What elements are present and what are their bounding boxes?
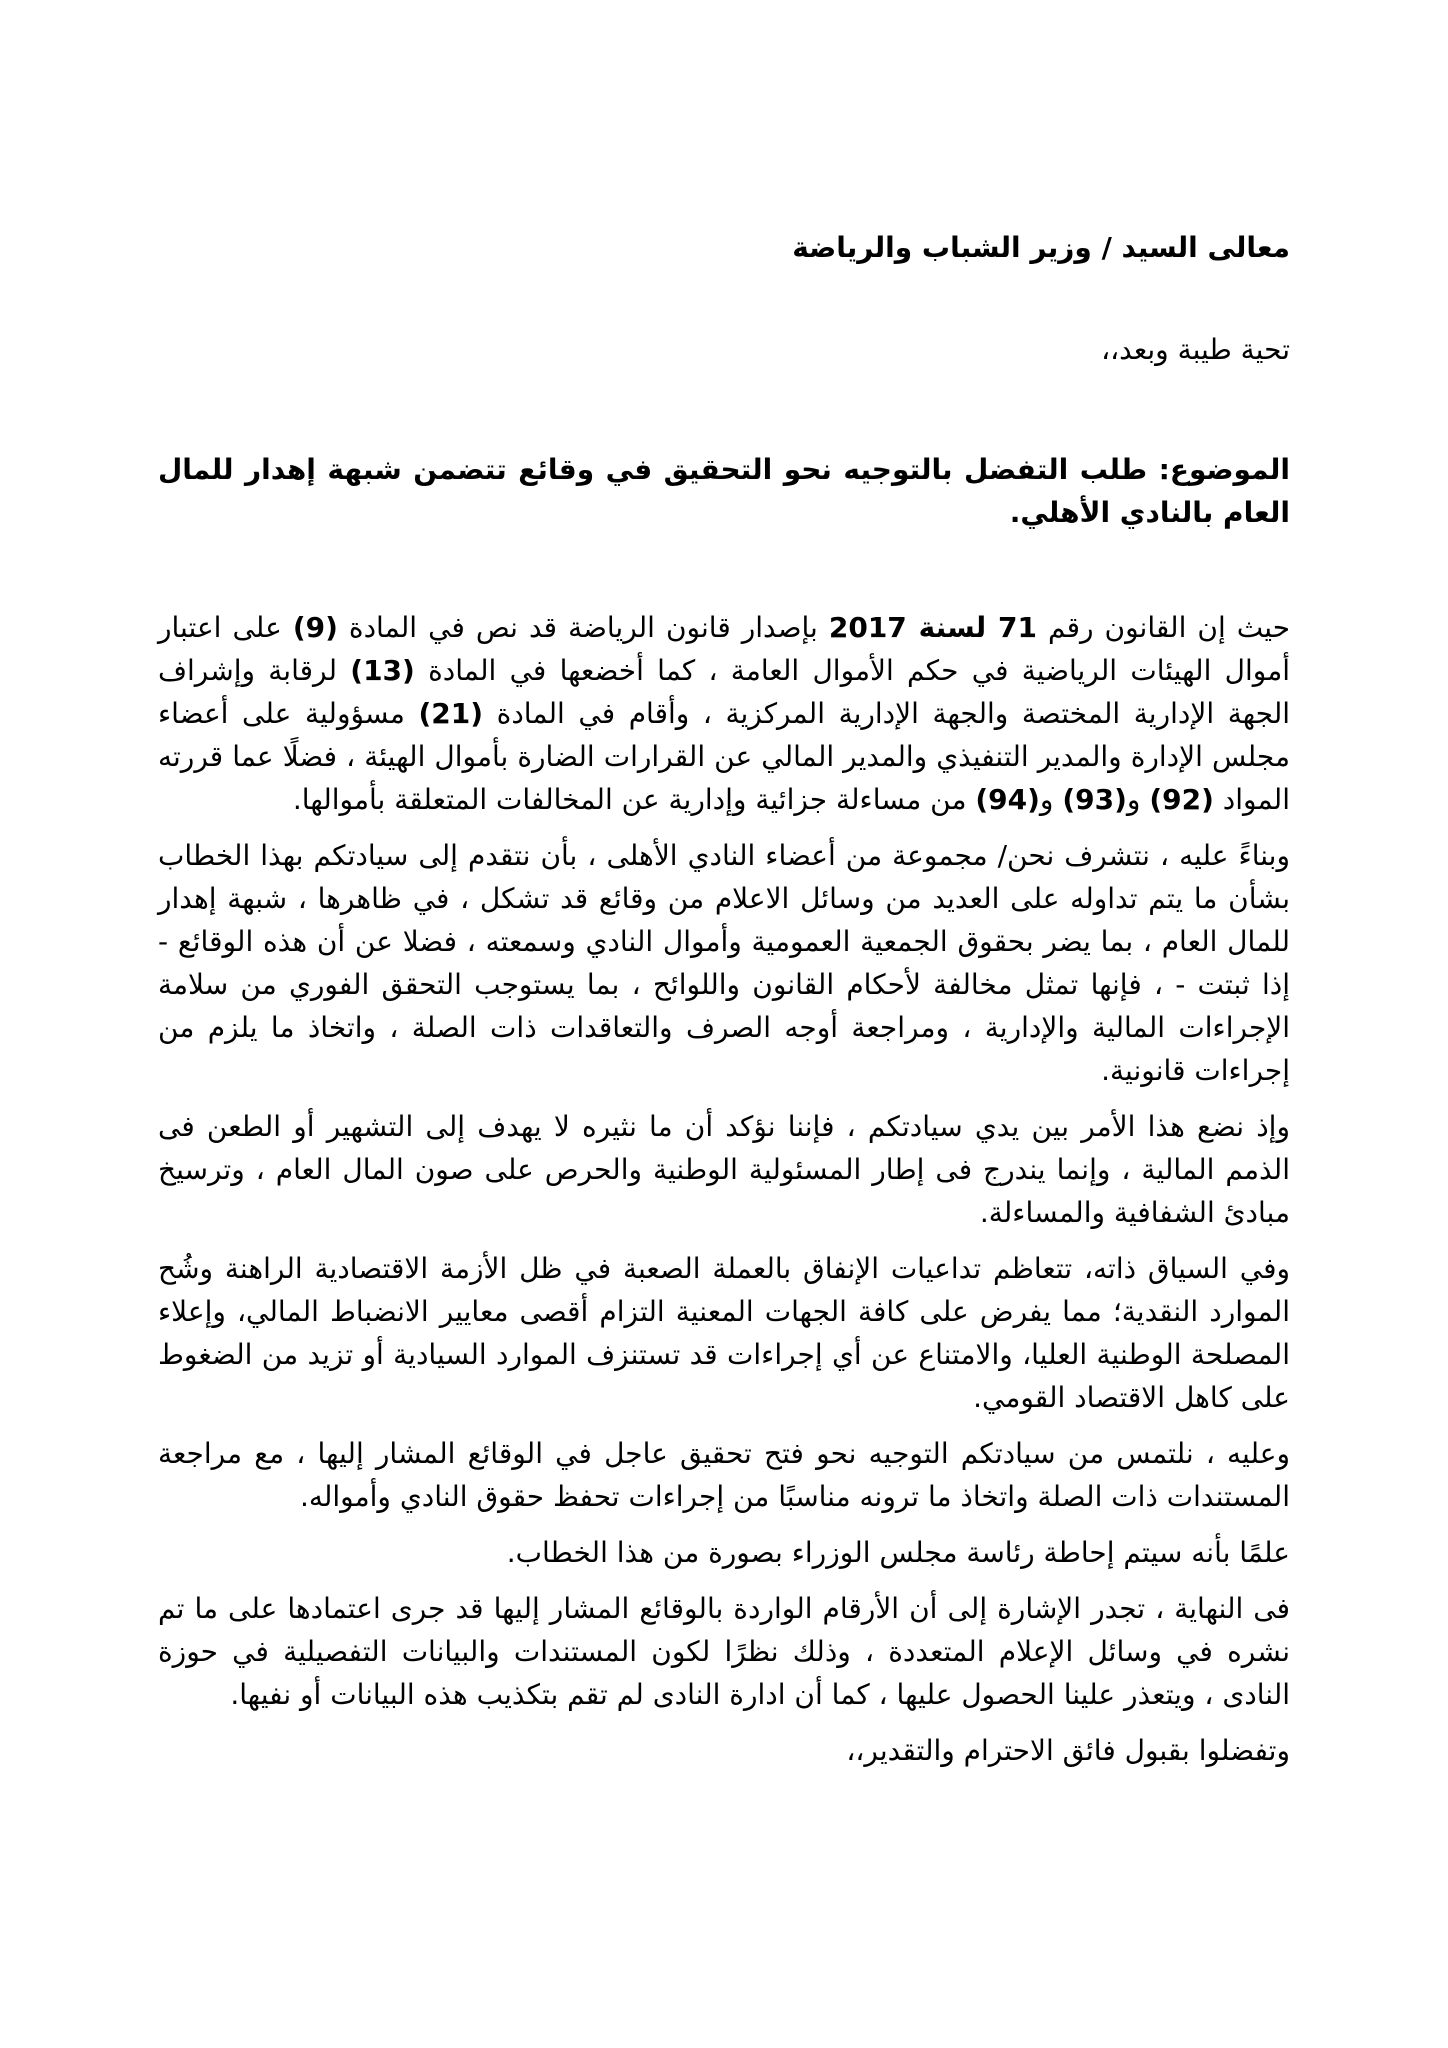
recipient-line: معالى السيد / وزير الشباب والرياضة: [792, 231, 1290, 264]
letter-body: [158, 226, 1290, 1772]
paragraph-economic-context: وفي السياق ذاته، تتعاظم تداعيات الإنفاق بالعملة الصعبة في ظل الأزمة الاقتصادية الراهنة وشُح الموارد النقدية؛ مما يفرض على كافة الجهات المعنية التزام أقصى معايير الانضباط المالي، وإعلاء المصلحة الوطنية العليا، والامتناع عن أي إجراءات قد تستنزف الموارد السيادية أو تزيد من الضغوط على كاهل الاقتصاد القومي.: [158, 1252, 1290, 1414]
paragraph-cabinet-notice: علمًا بأنه سيتم إحاطة رئاسة مجلس الوزراء بصورة من هذا الخطاب.: [506, 1536, 1290, 1569]
subject-line: الموضوع: طلب التفضل بالتوجيه نحو التحقيق في وقائع تتضمن شبهة إهدار للمال العام بالنادي الأهلي.: [158, 453, 1290, 529]
closing-line: وتفضلوا بقبول فائق الاحترام والتقدير،،: [846, 1734, 1290, 1767]
paragraph-intent-clarification: وإذ نضع هذا الأمر بين يدي سيادتكم ، فإننا نؤكد أن ما نثيره لا يهدف إلى التشهير أو الطعن فى الذمم المالية ، وإنما يندرج فى إطار المسئولية الوطنية والحرص على صون المال العام ، وترسيخ مبادئ الشفافية والمساءلة.: [158, 1110, 1290, 1229]
paragraph-legal-basis: حيث إن القانون رقم 71 لسنة 2017 بإصدار قانون الرياضة قد نص في المادة (9) على اعتبار أموال الهيئات الرياضية في حكم الأموال العامة ، كما أخضعها في المادة (13) لرقابة وإشراف الجهة الإدارية المختصة والجهة الإدارية المركزية ، وأقام في المادة (21) مسؤولية على أعضاء مجلس الإدارة والمدير التنفيذي والمدير المالي عن القرارات الضارة بأموال الهيئة ، فضلًا عما قررته المواد (92) و(93) و(94) من مساءلة جزائية وإدارية عن المخالفات المتعلقة بأموالها.: [158, 611, 1291, 816]
paragraph-request-intro: وبناءً عليه ، نتشرف نحن/ مجموعة من أعضاء النادي الأهلى ، بأن نتقدم إلى سيادتكم بهذا الخطاب بشأن ما يتم تداوله على العديد من وسائل الاعلام من وقائع قد تشكل ، في ظاهرها ، شبهة إهدار للمال العام ، بما يضر بحقوق الجمعية العمومية وأموال النادي وسمعته ، فضلا عن أن هذه الوقائع - إذا ثبتت - ، فإنها تمثل مخالفة لأحكام القانون واللوائح ، بما يستوجب التحقق الفوري من سلامة الإجراءات المالية والإدارية ، ومراجعة أوجه الصرف والتعاقدات ذات الصلة ، واتخاذ ما يلزم من إجراءات قانونية.: [158, 839, 1290, 1087]
greeting-line: تحية طيبة وبعد،،: [1101, 333, 1290, 366]
paragraph-figures-disclaimer: فى النهاية ، تجدر الإشارة إلى أن الأرقام الواردة بالوقائع المشار إليها قد جرى اعتمادها على ما تم نشره في وسائل الإعلام المتعددة ، وذلك نظرًا لكون المستندات والبيانات التفصيلية في حوزة النادى ، ويتعذر علينا الحصول عليها ، كما أن ادارة النادى لم تقم بتكذيب هذه البيانات أو نفيها.: [158, 1592, 1290, 1711]
paragraph-request-action: وعليه ، نلتمس من سيادتكم التوجيه نحو فتح تحقيق عاجل في الوقائع المشار إليها ، مع مراجعة المستندات ذات الصلة واتخاذ ما ترونه مناسبًا من إجراءات تحفظ حقوق النادي وأمواله.: [158, 1437, 1290, 1513]
